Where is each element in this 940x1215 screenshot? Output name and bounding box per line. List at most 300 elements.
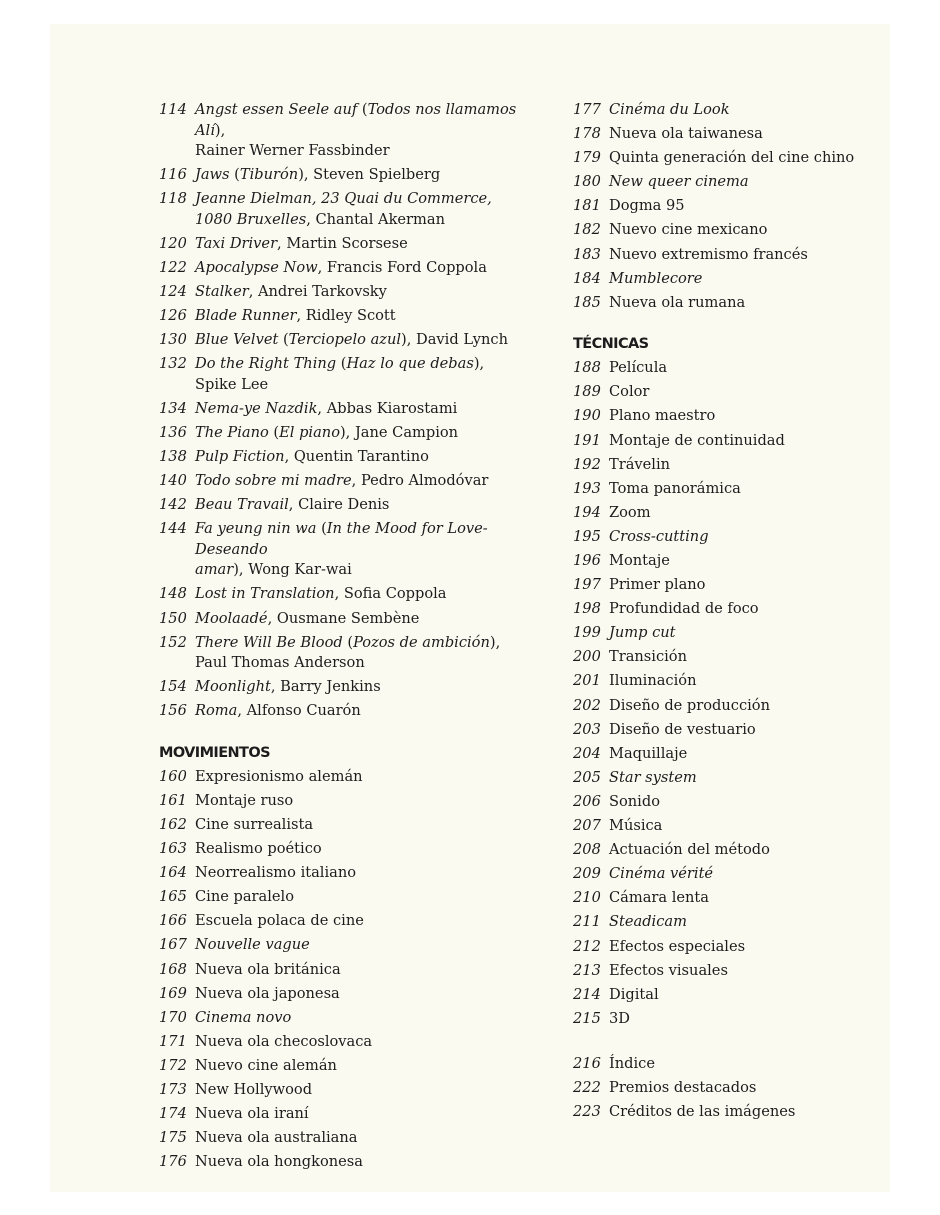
page-number: 204 (573, 744, 601, 762)
page-number: 197 (573, 576, 601, 594)
entry-title (609, 293, 873, 314)
toc-entry (159, 911, 539, 932)
page-number: 214 (573, 985, 601, 1003)
entry-text: ( (229, 166, 240, 184)
page-number: 216 (573, 1054, 601, 1072)
page-number: 114 (159, 101, 187, 118)
toc-entry (159, 258, 539, 279)
entry-text: Cine paralelo (195, 888, 294, 906)
toc-right-column (573, 100, 873, 1126)
toc-entry (159, 1080, 539, 1101)
entry-title (609, 840, 873, 861)
entry-text: Nueva ola británica (195, 960, 341, 978)
entry-text: Cine surrealista (195, 815, 314, 833)
toc-entry (159, 863, 539, 884)
toc-entry (573, 840, 873, 861)
page-number: 175 (159, 1129, 187, 1147)
italic-title-text: Nema-ye Nazdik (195, 399, 318, 417)
italic-title-text: Blue Velvet (195, 331, 279, 349)
toc-entry (159, 677, 539, 698)
toc-entry (159, 584, 539, 605)
toc-entry (573, 382, 873, 403)
entry-text: Spike Lee (195, 375, 269, 393)
italic-title-text: amar (195, 561, 234, 579)
toc-entry (573, 864, 873, 885)
toc-entry (159, 189, 539, 230)
page-number: 213 (573, 961, 601, 979)
toc-entry (159, 471, 539, 492)
entry-text: ( (342, 633, 354, 651)
entry-text: ), Wong Kar-wai (233, 561, 352, 579)
entry-title (195, 609, 539, 630)
entry-title (195, 1008, 539, 1029)
page-number: 166 (159, 912, 187, 930)
italic-title-text: Angst essen Seele auf (195, 101, 358, 118)
entry-title (609, 912, 873, 933)
italic-title-text: 1080 Bruxelles (195, 210, 307, 228)
toc-entry (573, 479, 873, 500)
italic-title-text: Moolaadé (195, 609, 268, 627)
entry-text: , Alfonso Cuarón (237, 702, 361, 720)
italic-title-text: Pulp Fiction (195, 448, 285, 466)
page-number: 215 (573, 1009, 601, 1027)
entry-text: , Ousmane Sembène (267, 609, 420, 627)
italic-title-text: New queer cinema (609, 173, 749, 191)
page-number: 209 (573, 865, 601, 883)
page-number: 122 (159, 258, 187, 276)
entry-text: Película (609, 359, 668, 377)
toc-entry (159, 701, 539, 722)
page-number: 148 (159, 585, 187, 603)
toc-entry (159, 935, 539, 956)
entry-title (609, 985, 873, 1006)
toc-entry (573, 696, 873, 717)
toc-entry (573, 220, 873, 241)
italic-title-text: Steadicam (609, 913, 687, 931)
entry-text: ), (214, 121, 226, 139)
entry-text: Profundidad de foco (609, 600, 759, 618)
toc-entry (573, 720, 873, 741)
entry-title (195, 447, 539, 468)
toc-entry (573, 551, 873, 572)
entry-text: , Andrei Tarkovsky (248, 282, 387, 300)
page-number: 210 (573, 889, 601, 907)
entry-text: Nueva ola japonesa (195, 984, 340, 1002)
page-number: 185 (573, 293, 601, 311)
italic-title-text: Tiburón (239, 166, 299, 184)
entry-title (609, 503, 873, 524)
entry-title (195, 519, 539, 581)
entry-title (609, 1078, 873, 1099)
italic-title-text: Cinéma vérité (609, 865, 714, 883)
page-number: 163 (159, 840, 187, 858)
entry-title (195, 100, 539, 162)
italic-title-text: Todo sobre mi madre (195, 472, 352, 490)
toc-entry (159, 960, 539, 981)
page-number: 171 (159, 1032, 187, 1050)
toc-entry (159, 234, 539, 255)
toc-entry (573, 269, 873, 290)
entry-title (195, 1128, 539, 1149)
entry-text: 3D (609, 1009, 630, 1027)
italic-title-text: Cinéma du Look (609, 101, 730, 118)
entry-title (609, 623, 873, 644)
entry-text: Rainer Werner Fassbinder (195, 142, 390, 159)
entry-title (195, 165, 539, 186)
toc-entry (573, 293, 873, 314)
entry-text: ( (316, 520, 327, 538)
page-number: 160 (159, 767, 187, 785)
entry-text: Escuela polaca de cine (195, 912, 364, 930)
page-number: 138 (159, 448, 187, 466)
entry-title (609, 937, 873, 958)
italic-title-text: Mumblecore (609, 269, 703, 287)
entry-title (609, 124, 873, 145)
page-number: 193 (573, 479, 601, 497)
toc-entry (159, 1152, 539, 1173)
entry-text: Créditos de las imágenes (609, 1103, 796, 1121)
entry-title (609, 792, 873, 813)
page-number: 196 (573, 552, 601, 569)
italic-title-text: Cinema novo (195, 1008, 292, 1026)
toc-entry (159, 354, 539, 395)
entry-title (195, 911, 539, 932)
page-number: 176 (159, 1153, 187, 1171)
toc-entry (159, 519, 539, 581)
page-number: 202 (573, 696, 601, 714)
page-number: 169 (159, 984, 187, 1002)
entry-text: , Abbas Kiarostami (317, 399, 458, 417)
entry-text: Realismo poético (195, 840, 322, 858)
entry-title (609, 1054, 873, 1075)
entry-title (195, 839, 539, 860)
entry-title (195, 423, 539, 444)
entry-title (195, 767, 539, 788)
page-number: 192 (573, 455, 601, 473)
toc-entry (573, 816, 873, 837)
toc-entry (573, 1078, 873, 1099)
section-gap (573, 1033, 873, 1054)
entry-text: ), (473, 355, 485, 373)
toc-entry (573, 100, 873, 121)
toc-entry (159, 495, 539, 516)
entry-text: Sonido (609, 792, 660, 810)
entry-title (195, 330, 539, 351)
entry-text: Toma panorámica (609, 479, 741, 497)
page-number: 194 (573, 503, 601, 521)
entry-title (195, 815, 539, 836)
toc-entry (573, 647, 873, 668)
entry-title (195, 234, 539, 255)
page-number: 223 (573, 1103, 601, 1121)
toc-entry (573, 671, 873, 692)
page-number: 174 (159, 1105, 187, 1123)
toc-entry (159, 447, 539, 468)
entry-text: Iluminación (609, 672, 697, 690)
entry-title (195, 584, 539, 605)
entry-title (609, 744, 873, 765)
toc-entry (573, 575, 873, 596)
page-number: 130 (159, 331, 187, 349)
italic-title-text: Jump cut (609, 624, 676, 642)
entry-title (609, 196, 873, 217)
page-number: 203 (573, 720, 601, 738)
toc-entry (573, 455, 873, 476)
italic-title-text: Moonlight (195, 678, 271, 696)
entry-text: ( (336, 355, 347, 373)
toc-entry (573, 1102, 873, 1123)
toc-entry (573, 245, 873, 266)
techniques-list (573, 358, 873, 1029)
toc-entry (573, 768, 873, 789)
entry-text: , Ridley Scott (296, 307, 396, 325)
page-number: 188 (573, 359, 601, 377)
italic-title-text: El piano (279, 423, 340, 441)
entry-text: Índice (609, 1054, 655, 1072)
page-number: 152 (159, 633, 187, 651)
italic-title-text: Apocalypse Now (195, 258, 318, 276)
entry-title (609, 575, 873, 596)
entry-text: Nuevo extremismo francés (609, 245, 808, 263)
entry-title (609, 720, 873, 741)
entry-title (195, 306, 539, 327)
section-heading-movements: MOVIMIENTOS (159, 744, 270, 761)
entry-text: Zoom (609, 503, 651, 521)
page-number: 201 (573, 672, 601, 690)
page-number: 177 (573, 101, 601, 118)
page-number: 181 (573, 197, 601, 215)
section-heading-techniques: TÉCNICAS (573, 336, 649, 353)
entry-title (609, 358, 873, 379)
entry-text: Paul Thomas Anderson (195, 654, 365, 672)
page-number: 195 (573, 527, 601, 545)
entry-text: New Hollywood (195, 1081, 313, 1098)
entry-title (195, 633, 539, 674)
toc-entry (159, 330, 539, 351)
page-number: 161 (159, 791, 187, 809)
entry-title (195, 984, 539, 1005)
entry-text: , Barry Jenkins (270, 678, 381, 696)
entry-title (195, 1056, 539, 1077)
entry-title (195, 1152, 539, 1173)
page-number: 191 (573, 431, 601, 449)
toc-entry (159, 839, 539, 860)
entry-title (609, 455, 873, 476)
toc-entry (159, 1056, 539, 1077)
page-number: 132 (159, 355, 187, 373)
page-number: 156 (159, 702, 187, 720)
entry-title (195, 677, 539, 698)
entry-title (609, 647, 873, 668)
toc-entry (573, 148, 873, 169)
toc-entry (159, 984, 539, 1005)
page-number: 164 (159, 864, 187, 882)
page-number: 179 (573, 149, 601, 167)
italic-title-text: Haz lo que debas (346, 355, 474, 373)
entry-title (609, 527, 873, 548)
toc-entry (159, 887, 539, 908)
entry-text: Nuevo cine mexicano (609, 221, 768, 239)
entry-title (195, 1080, 539, 1101)
back-matter-list (573, 1054, 873, 1123)
entry-text: Nueva ola australiana (195, 1129, 358, 1147)
entry-title (195, 495, 539, 516)
entry-title (195, 1104, 539, 1125)
entry-title (195, 399, 539, 420)
page-number: 178 (573, 125, 601, 143)
page-number: 134 (159, 399, 187, 417)
page-number: 172 (159, 1056, 187, 1074)
entry-text: Expresionismo alemán (195, 767, 363, 785)
entry-text: Diseño de producción (609, 696, 770, 714)
entry-text: Nueva ola hongkonesa (195, 1153, 363, 1171)
italic-title-text: Taxi Driver (195, 234, 278, 252)
page-number: 222 (573, 1078, 601, 1096)
italic-title-text: Jeanne Dielman, 23 Quai du Commerce, (195, 190, 492, 208)
toc-entry (159, 100, 539, 162)
entry-title (195, 354, 539, 395)
entry-title (195, 791, 539, 812)
page-number: 206 (573, 792, 601, 810)
italic-title-text: Nouvelle vague (195, 936, 310, 954)
entry-title (609, 961, 873, 982)
page-number: 205 (573, 768, 601, 786)
toc-entry (573, 961, 873, 982)
entry-title (195, 471, 539, 492)
entry-text: Color (609, 383, 650, 401)
entry-title (609, 816, 873, 837)
entry-title (609, 148, 873, 169)
page-number: 190 (573, 407, 601, 425)
toc-entry (159, 423, 539, 444)
italic-title-text: Fa yeung nin wa (195, 520, 317, 538)
entry-title (195, 258, 539, 279)
italic-title-text: Star system (609, 768, 697, 786)
toc-entry (573, 623, 873, 644)
entry-text: Trávelin (609, 455, 671, 473)
entry-text: Premios destacados (609, 1078, 757, 1096)
page-number: 168 (159, 960, 187, 978)
toc-entry (159, 791, 539, 812)
page-number: 116 (159, 166, 187, 184)
entry-text: ), Jane Campion (339, 423, 459, 441)
toc-entry (159, 282, 539, 303)
toc-entry (573, 172, 873, 193)
italic-title-text: Lost in Translation (195, 585, 335, 603)
page-number: 150 (159, 609, 187, 627)
page-number: 120 (159, 234, 187, 252)
toc-entry (573, 1054, 873, 1075)
entry-text: , Martin Scorsese (277, 234, 408, 252)
toc-entry (573, 406, 873, 427)
entry-text: Nueva ola iraní (195, 1105, 309, 1123)
toc-entry (573, 744, 873, 765)
entry-title (609, 245, 873, 266)
toc-entry (159, 306, 539, 327)
toc-entry (159, 1032, 539, 1053)
page-number: 207 (573, 817, 601, 835)
entry-title (195, 935, 539, 956)
toc-entry (159, 1104, 539, 1125)
entry-title (609, 1102, 873, 1123)
entry-text: Neorrealismo italiano (195, 864, 357, 882)
entry-text: Efectos visuales (609, 961, 728, 979)
entry-title (195, 701, 539, 722)
entry-text: Montaje de continuidad (609, 431, 785, 449)
toc-entry (159, 815, 539, 836)
italic-title-text: Beau Travail (195, 496, 289, 514)
page-number: 170 (159, 1008, 187, 1026)
entry-title (609, 1009, 873, 1030)
page-number: 118 (159, 190, 187, 208)
toc-entry (573, 196, 873, 217)
toc-entry (159, 165, 539, 186)
italic-title-text: Blade Runner (195, 307, 297, 325)
page-number: 208 (573, 841, 601, 859)
entry-title (195, 863, 539, 884)
entry-title (609, 888, 873, 909)
page-number: 183 (573, 245, 601, 263)
entry-title (609, 599, 873, 620)
toc-entry (573, 503, 873, 524)
entry-text: Diseño de vestuario (609, 720, 756, 738)
entry-title (609, 864, 873, 885)
page-number: 162 (159, 815, 187, 833)
entry-title (609, 220, 873, 241)
toc-entry (573, 527, 873, 548)
page-number: 124 (159, 282, 187, 300)
entry-text: Digital (609, 985, 659, 1003)
italic-title-text: Cross-cutting (609, 527, 709, 545)
toc-entry (573, 124, 873, 145)
page-number: 167 (159, 936, 187, 954)
entry-text: Actuación del método (609, 841, 770, 859)
entry-title (609, 406, 873, 427)
entry-text: Plano maestro (609, 407, 716, 425)
entry-text: Nueva ola checoslovaca (195, 1032, 373, 1050)
toc-left-column (159, 100, 539, 1176)
toc-entry (573, 912, 873, 933)
entry-title (195, 189, 539, 230)
entry-text: Música (609, 817, 663, 835)
entry-text: ), Steven Spielberg (298, 166, 441, 184)
page-number: 154 (159, 678, 187, 696)
entry-text: Transición (609, 648, 687, 666)
entry-title (609, 382, 873, 403)
italic-title-text: Jaws (195, 166, 230, 184)
toc-entry (573, 888, 873, 909)
entry-text: , Francis Ford Coppola (317, 258, 487, 276)
toc-entry (573, 985, 873, 1006)
italic-title-text: Terciopelo azul (288, 331, 402, 349)
toc-entry (159, 1008, 539, 1029)
entry-text: , Quentin Tarantino (284, 448, 429, 466)
italic-title-text: In the Mood for Love-Deseando (195, 520, 488, 558)
page-number: 180 (573, 173, 601, 191)
italic-title-text: Do the Right Thing (195, 355, 337, 373)
movements-continued-list (573, 100, 873, 313)
entry-title (609, 431, 873, 452)
entry-title (195, 282, 539, 303)
page-number: 211 (573, 913, 601, 931)
entry-title (195, 887, 539, 908)
entry-text: ( (268, 423, 280, 441)
entry-title (609, 768, 873, 789)
entry-text: ), David Lynch (401, 331, 508, 349)
toc-entry (573, 1009, 873, 1030)
page-number: 199 (573, 624, 601, 642)
page-number: 142 (159, 496, 187, 514)
